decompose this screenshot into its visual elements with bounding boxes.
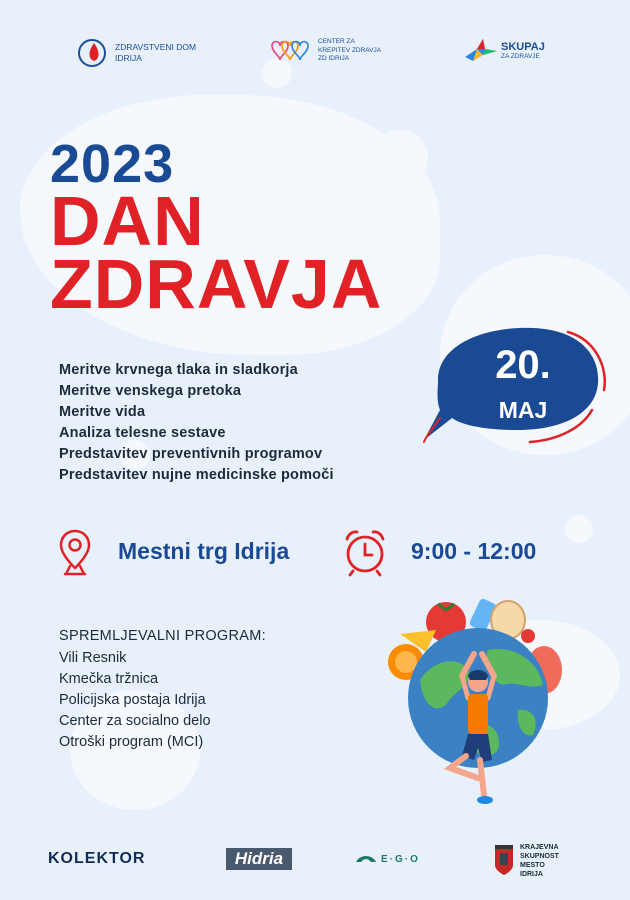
activities-list <box>59 360 334 486</box>
hidria-logo: Hidria <box>226 848 292 870</box>
date-day: 20. <box>495 343 551 387</box>
ego-mark-icon <box>355 852 377 866</box>
side-program-heading: SPREMLJEVALNI PROGRAM: <box>59 628 266 644</box>
list-item: Predstavitev preventivnih programov <box>59 446 323 462</box>
side-program-list <box>59 648 211 753</box>
ego-logo <box>355 852 420 866</box>
logo-label: KRAJEVNA <box>520 844 559 851</box>
alarm-clock-icon <box>341 527 389 577</box>
logo-label: IDRIJA <box>115 53 142 63</box>
logo-label: SKUPNOST <box>520 853 559 860</box>
list-item: Policijska postaja Idrija <box>59 692 206 708</box>
logo-label: SKUPAJ <box>501 40 545 53</box>
kolektor-logo: KOLEKTOR <box>48 850 146 867</box>
date-month: MAJ <box>498 397 548 423</box>
ego-label: E·G·O <box>381 853 420 865</box>
skupaj-za-zdravje-logo <box>463 37 545 63</box>
list-item: Meritve krvnega tlaka in sladkorja <box>59 362 298 378</box>
list-item: Predstavitev nujne medicinske pomoči <box>59 467 334 483</box>
background-dot <box>372 130 428 186</box>
logo-label: CENTER ZA <box>318 38 355 46</box>
bird-icon <box>463 37 499 63</box>
coat-of-arms-icon <box>493 843 515 877</box>
title-line: ZDRAVJA <box>50 245 383 323</box>
event-year: 2023 <box>50 134 175 194</box>
ckz-logo <box>268 38 381 64</box>
list-item: Vili Resnik <box>59 650 127 666</box>
logo-label: MESTO <box>520 862 545 869</box>
background-dot <box>302 325 328 351</box>
event-title <box>50 182 383 323</box>
ks-mesto-idrija-logo <box>493 843 559 879</box>
logo-label: IDRIJA <box>520 871 543 878</box>
location-pin-icon <box>58 528 92 578</box>
event-time: 9:00 - 12:00 <box>411 538 537 564</box>
event-location: Mestni trg Idrija <box>118 538 290 564</box>
list-item: Otroški program (MCI) <box>59 734 204 750</box>
list-item: Meritve vida <box>59 404 146 420</box>
hearts-icon <box>268 38 314 64</box>
zd-idrija-logo <box>77 37 196 69</box>
logo-label: KREPITEV ZDRAVJA <box>318 46 382 54</box>
list-item: Meritve venskega pretoka <box>59 383 242 399</box>
logo-label: ZA ZDRAVJE <box>501 52 540 60</box>
title-line: DAN <box>50 182 205 260</box>
zd-idrija-logo-icon <box>77 37 109 69</box>
background-dot <box>565 515 593 543</box>
list-item: Analiza telesne sestave <box>59 425 226 441</box>
logo-label: ZD IDRIJA <box>318 55 350 63</box>
list-item: Kmečka tržnica <box>59 671 159 687</box>
earth-yoga-illustration <box>378 590 578 820</box>
logo-label: ZDRAVSTVENI DOM <box>115 42 197 52</box>
list-item: Center za socialno delo <box>59 713 211 729</box>
